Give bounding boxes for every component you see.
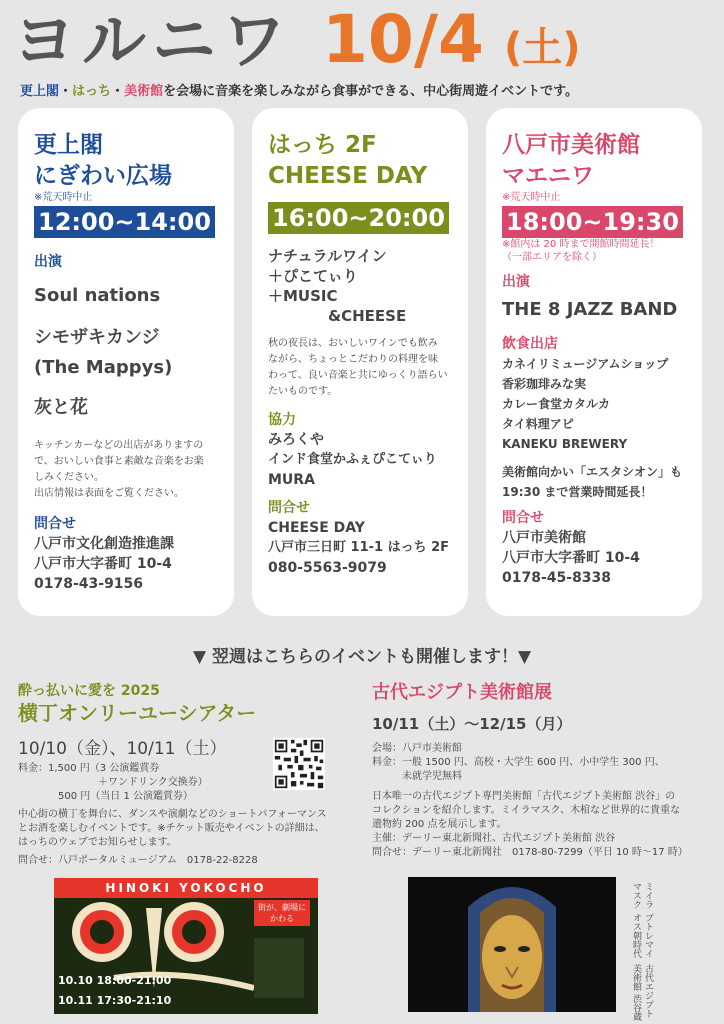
poster-date-1: 10.10 18:00-21:00 (58, 974, 172, 987)
event-date: 10/4 (322, 1, 484, 78)
extend-note-sub: （一部エリアを除く） (502, 252, 602, 263)
contact-address: 八戸市三日町 11-1 はっち 2F (268, 540, 450, 555)
performer: 灰と花 (34, 397, 88, 418)
contact-label: 問合せ (268, 500, 310, 516)
intro-text: 更上閣・はっち・美術館を会場に音楽を楽しみながら食事ができる、中心街周遊イベントです。 (20, 84, 579, 99)
venue-card-koujoukaku (18, 108, 234, 616)
performer: シモザキカンジ (34, 327, 160, 348)
event-fee: 料金：一般 1500 円、高校・大学生 600 円、小中学生 300 円、 未就学児無料 (372, 757, 665, 782)
venue-name-line2: にぎわい広場 (34, 163, 172, 189)
card-description: 秋の夜長は、おいしいワインでも飲み ながら、ちょっとこだわりの料理を味 わって、良い音楽と共にゆっくり語らい たいものです。 (268, 338, 448, 397)
time-badge: 16:00~20:00 (268, 202, 449, 234)
event-date: 10/11（土）～12/15（月） (372, 715, 572, 733)
coop-label: 協力 (268, 412, 296, 428)
venue-name-line2: マエニワ (502, 163, 594, 189)
event-egypt-exhibition (372, 680, 712, 860)
contact-label: 問合せ (34, 516, 76, 532)
time-badge: 18:00~19:30 (502, 206, 683, 238)
contact-address: 八戸市大字番町 10-4 (502, 550, 640, 566)
contact-label: 問合せ (502, 510, 544, 526)
performer: THE 8 JAZZ BAND (502, 299, 678, 320)
mummy-mask-photo (408, 877, 616, 1012)
food-item: KANEKU BREWERY (502, 437, 628, 451)
event-contact: 問合せ：デーリー東北新聞社 0178-80-7299（平日 10 時～17 時） (372, 847, 688, 858)
venue-card-museum (486, 108, 702, 616)
next-week-notice: ▼ 翌週はこちらのイベントも開催します！▼ (192, 647, 532, 667)
event-organizer: 主催：デーリー東北新聞社、古代エジプト美術館 渋谷 (372, 833, 616, 844)
contact-org: 八戸市文化創造推進課 (34, 536, 174, 552)
event-title: 古代エジプト美術館展 (372, 682, 552, 703)
contact-phone: 080-5563-9079 (268, 560, 387, 576)
contact-org: 八戸市美術館 (502, 530, 586, 546)
venue-name-line2: CHEESE DAY (268, 163, 428, 189)
event-description: 中心街の横丁を舞台に、ダンスや演劇などのショートパフォーマンス とお酒を楽しむイベントです。※チケット販売やイベントの詳細は、 はっちのウェブでお知らせします。 (18, 809, 327, 848)
event-fee: 料金：1,500 円（3 公演鑑賞券 ＋ワンドリンク交換券） 500 円（当日 1 公演鑑賞券） (18, 763, 208, 802)
event-venue: 会場：八戸市美術館 (372, 743, 462, 754)
event-day-of-week: (土) (504, 25, 581, 71)
food-label: 飲食出店 (502, 336, 558, 352)
venue-name: はっち 2F (268, 132, 377, 158)
food-item: タイ料理アピ (502, 417, 574, 431)
contact-address: 八戸市大字番町 10-4 (34, 556, 172, 572)
performer: Soul nations (34, 285, 161, 306)
event-contact: 問合せ：八戸ポータルミュージアム 0178-22-8228 (18, 855, 258, 866)
event-date: 10/10（金）、10/11（土） (18, 739, 227, 759)
contact-org: CHEESE DAY (268, 520, 365, 536)
intro-venue-3: 美術館 (124, 84, 164, 99)
coop-item: インド食堂かふぇぴこてぃり (268, 452, 437, 467)
event-title: 横丁オンリーユーシアター (18, 701, 257, 725)
time-badge: 12:00~14:00 (34, 206, 215, 238)
intro-venue-2: はっち (72, 84, 112, 99)
contact-phone: 0178-45-8338 (502, 570, 612, 586)
mummy-mask-graphic (408, 877, 616, 1012)
event-yokocho-theater (18, 682, 363, 868)
theater-poster (54, 878, 318, 1014)
menu-list: ナチュラルワイン ＋ぴこてぃり ＋MUSIC &CHEESE (268, 247, 407, 325)
poster-tag: 街が、劇場にかわる (254, 900, 310, 926)
venue-card-hacchi (252, 108, 468, 616)
performers-label: 出演 (502, 274, 530, 290)
mummy-mask-caption: ミイラマスク プトレマイオス朝時代 古代エジプト美術館 渋谷蔵 (631, 882, 653, 1021)
poster-banner: HINOKI YOKOCHO (54, 878, 318, 898)
performers-label: 出演 (34, 254, 62, 270)
food-item: カレー食堂カタルカ (502, 397, 611, 411)
food-item: 香彩珈琲みな実 (502, 377, 587, 391)
contact-phone: 0178-43-9156 (34, 576, 144, 592)
food-item: カネイリミュージアムショップ (502, 357, 669, 371)
intro-venue-1: 更上閣 (20, 84, 60, 99)
coop-item: みろくや (268, 432, 324, 448)
venue-name: 更上閣 (34, 132, 103, 158)
event-description: 日本唯一の古代エジプト専門美術館「古代エジプト美術館 渋谷」の コレクションを紹介します。ミイラマスク、木棺など世界的に貴重な 遺物約 200 点を展示します。 (372, 791, 681, 830)
event-subtitle: 酔っ払いに愛を 2025 (18, 683, 160, 699)
extend-note: ※館内は 20 時まで開館時間延長！ (502, 239, 660, 250)
page-title: ヨルニワ (12, 5, 292, 79)
weather-note: ※荒天時中止 (502, 192, 561, 203)
qr-code-icon[interactable] (273, 738, 325, 790)
poster-date-2: 10.11 17:30-21:10 (58, 994, 172, 1007)
extra-note: 美術館向かい「エスタシオン」も 19:30 まで営業時間延長！ (502, 465, 683, 499)
weather-note: ※荒天時中止 (34, 192, 93, 203)
performer: (The Mappys) (34, 357, 173, 378)
venue-name: 八戸市美術館 (502, 132, 640, 158)
coop-item: MURA (268, 472, 315, 488)
card-description: キッチンカーなどの出店がありますの で、おいしい食事と素敵な音楽をお楽 しみください。 出店情報は表面をご覧ください。 (34, 440, 204, 499)
